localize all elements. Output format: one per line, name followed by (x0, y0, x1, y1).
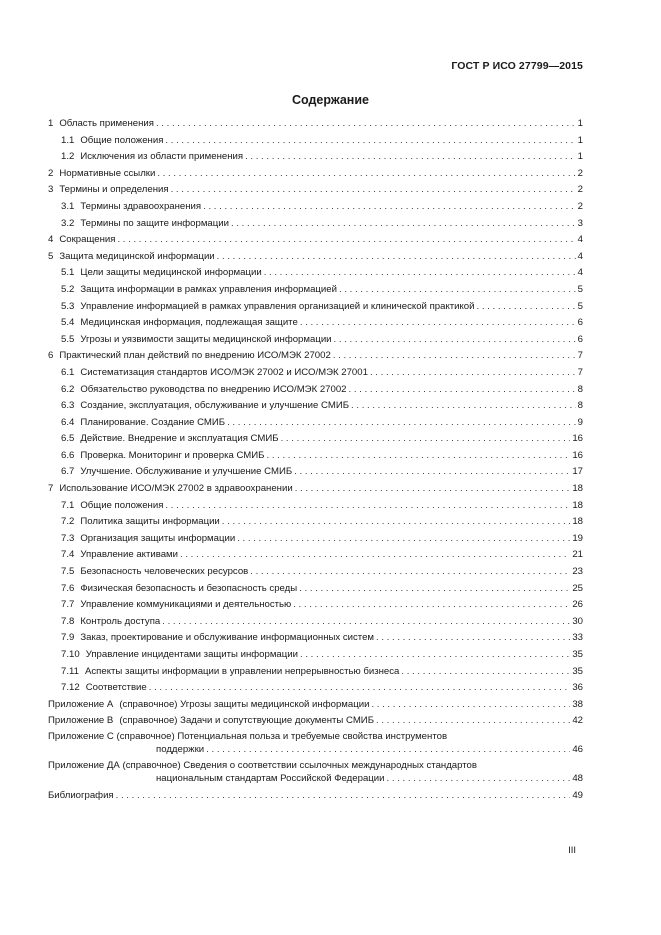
toc-entry[interactable] (48, 398, 583, 415)
toc-entry-page: 2 (577, 200, 583, 212)
toc-entry-title: Медицинская информация, подлежащая защите (80, 317, 298, 329)
dot-leader (401, 664, 570, 681)
dot-leader (116, 788, 571, 805)
toc-entry-title: Сокращения (59, 234, 116, 246)
toc-entry-page: 26 (572, 599, 583, 611)
toc-entry[interactable] (48, 664, 583, 681)
toc-entry-page: 5 (577, 283, 583, 295)
toc-entry-title: Управление активами (80, 549, 179, 561)
toc-entry-title: Управление коммуникациями и деятельностью (80, 599, 292, 611)
dot-leader (217, 249, 576, 266)
toc-entry-number: 7.1 (61, 499, 75, 511)
toc-entry-title: Угрозы и уязвимости защиты медицинской информации (80, 333, 332, 345)
dot-leader (165, 498, 570, 515)
toc-entry-title: Аспекты защиты информации в управлении непрерывностью бизнеса (84, 665, 400, 677)
dot-leader (165, 133, 575, 150)
toc-entry-number: 1.2 (61, 151, 75, 163)
dot-leader (299, 581, 570, 598)
toc-entry-number: Приложение С (48, 730, 114, 742)
toc-entry[interactable] (48, 630, 583, 647)
toc-entry-number: 6.3 (61, 400, 75, 412)
toc-entry[interactable] (48, 481, 583, 498)
toc-entry-page: 2 (577, 184, 583, 196)
toc-entry-page: 6 (577, 333, 583, 345)
toc-entry-number: 1 (48, 118, 54, 129)
dot-leader (206, 743, 570, 756)
toc-entry-number: 6.2 (61, 383, 75, 395)
toc-entry-page: 1 (577, 134, 583, 146)
toc-entry-title: Обязательство руководства по внедрению ИСО/МЭК 27002 (80, 383, 347, 395)
toc-entry[interactable] (48, 464, 583, 481)
toc-entry-page: 42 (572, 715, 583, 727)
toc-entry-page: 25 (572, 582, 583, 594)
toc-entry[interactable] (48, 348, 583, 365)
toc-entry-title: Библиография (48, 789, 114, 801)
toc-entry-number: 7.11 (61, 665, 79, 677)
toc-entry-title: Проверка. Мониторинг и проверка СМИБ (80, 449, 265, 461)
dot-leader (376, 713, 570, 730)
standard-designation: ГОСТ Р ИСО 27799—2015 (451, 60, 583, 72)
dot-leader (245, 149, 576, 166)
toc-entry-number: 5.5 (61, 333, 75, 345)
toc-entry-page: 6 (577, 317, 583, 329)
toc-entry-title: Действие. Внедрение и эксплуатация СМИБ (80, 433, 279, 445)
toc-entry[interactable] (48, 265, 583, 282)
toc-entry[interactable] (48, 531, 583, 548)
toc-entry-number: 7.6 (61, 582, 75, 594)
toc-entry-title: (справочное) Задачи и сопутствующие документы СМИБ (119, 715, 374, 727)
dot-leader (162, 614, 570, 631)
toc-entry-title: Исключения из области применения (80, 151, 244, 163)
dot-leader (264, 265, 576, 282)
toc-entry[interactable] (48, 547, 583, 564)
toc-entry-title: Физическая безопасность и безопасность среды (80, 582, 298, 594)
toc-entry-number: 6 (48, 350, 54, 362)
toc-entry[interactable] (48, 232, 583, 249)
page-number: III (568, 845, 576, 856)
toc-entry-number: 7.4 (61, 549, 75, 561)
toc-entry[interactable] (48, 581, 583, 598)
dot-leader (351, 398, 576, 415)
toc-entry-page: 8 (577, 383, 583, 395)
toc-entry[interactable] (48, 614, 583, 631)
toc-entry-page: 46 (572, 743, 583, 755)
toc-entry[interactable] (48, 647, 583, 664)
toc-entry-number: 5.1 (61, 267, 75, 279)
toc-entry[interactable] (48, 299, 583, 316)
toc-entry-page: 1 (577, 151, 583, 163)
toc-entry[interactable] (48, 597, 583, 614)
toc-entry[interactable] (48, 382, 583, 399)
toc-entry-title: Систематизация стандартов ИСО/МЭК 27002 и ИСО/МЭК 27001 (80, 366, 368, 378)
dot-leader (294, 464, 570, 481)
toc-entry-title: Область применения (59, 118, 154, 129)
toc-entry[interactable] (48, 564, 583, 581)
toc-entry-page: 49 (572, 789, 583, 801)
toc-entry-number: 7.9 (61, 632, 75, 644)
toc-entry-page: 1 (577, 118, 583, 129)
toc-entry-page: 38 (572, 698, 583, 710)
toc-entry-number: 3.1 (61, 200, 75, 212)
dot-leader (281, 431, 571, 448)
toc-entry-page: 7 (577, 350, 583, 362)
toc-entry[interactable] (48, 680, 583, 697)
toc-entry-page: 4 (577, 267, 583, 279)
dot-leader (339, 282, 576, 299)
toc-entry-page: 36 (572, 682, 583, 694)
toc-entry-number: 7.12 (61, 682, 80, 694)
toc-entry-number: 6.6 (61, 449, 75, 461)
toc-entry-page: 4 (577, 234, 583, 246)
toc-entry-number: 6.4 (61, 416, 75, 428)
toc-entry-page: 48 (572, 772, 583, 784)
toc-entry-title: Заказ, проектирование и обслуживание информационных систем (80, 632, 375, 644)
toc-entry-page: 4 (577, 250, 583, 262)
toc-entry-page: 18 (572, 483, 583, 495)
toc-entry-number: 7.2 (61, 516, 75, 528)
toc-entry-page: 19 (572, 532, 583, 544)
dot-leader (156, 116, 576, 133)
toc-entry-title: (справочное) Сведения о соответствии ссылочных международных стандартов (122, 759, 477, 771)
toc-entry[interactable] (48, 415, 583, 432)
dot-leader (349, 382, 576, 399)
toc-entry-number: 5.4 (61, 317, 75, 329)
dot-leader (300, 315, 576, 332)
toc-entry[interactable] (48, 713, 583, 730)
toc-entry[interactable] (48, 315, 583, 332)
toc-entry-number: 6.1 (61, 366, 75, 378)
dot-leader (334, 332, 576, 349)
toc-entry-title: Термины здравоохранения (80, 200, 202, 212)
toc-entry-number: 5 (48, 250, 54, 262)
toc-entry-title-continued: поддержки (156, 743, 205, 755)
dot-leader (157, 166, 575, 183)
toc-entry[interactable] (48, 149, 583, 166)
dot-leader (293, 597, 570, 614)
dot-leader (477, 299, 576, 316)
dot-leader (376, 630, 570, 647)
toc-entry-number: Приложение В (48, 715, 114, 727)
toc-entry-title: (справочное) Угрозы защиты медицинской информации (119, 698, 370, 710)
toc-entry[interactable] (48, 514, 583, 531)
toc-entry-title: Общие положения (80, 499, 164, 511)
toc-entry[interactable] (48, 431, 583, 448)
dot-leader (222, 514, 571, 531)
toc-entry-title: Контроль доступа (80, 615, 161, 627)
toc-entry-page: 16 (572, 433, 583, 445)
toc-entry-number: 7.5 (61, 566, 75, 578)
toc-entry-page: 9 (577, 416, 583, 428)
dot-leader (227, 415, 576, 432)
toc-entry[interactable] (48, 216, 583, 233)
dot-leader (231, 216, 576, 233)
toc-entry[interactable] (48, 166, 583, 183)
toc-entry-number: 6.7 (61, 466, 75, 478)
toc-entry-page: 8 (577, 400, 583, 412)
toc-entry-number: 3 (48, 184, 54, 196)
toc-entry-page: 35 (572, 649, 583, 660)
toc-entry-number: Приложение ДА (48, 759, 120, 771)
dot-leader (237, 531, 570, 548)
toc-entry-page: 18 (572, 499, 583, 511)
toc-entry[interactable] (48, 730, 583, 756)
dot-leader (266, 448, 570, 465)
toc-entry[interactable] (48, 182, 583, 199)
toc-entry-title: (справочное) Потенциальная польза и требуемые свойства инструментов (116, 730, 448, 742)
toc-entry[interactable] (48, 788, 583, 805)
dot-leader (180, 547, 570, 564)
dot-leader (149, 680, 571, 697)
toc-entry-number: 2 (48, 167, 54, 179)
toc-entry-title: Защита информации в рамках управления информацией (80, 283, 337, 295)
dot-leader (387, 772, 571, 785)
dot-leader (300, 647, 570, 664)
toc-entry[interactable] (48, 282, 583, 299)
toc-entry[interactable] (48, 332, 583, 349)
toc-entry-title: Практический план действий по внедрению ИСО/МЭК 27002 (59, 350, 331, 362)
table-of-contents (48, 116, 583, 805)
toc-entry-title: Термины и определения (59, 184, 169, 196)
toc-entry-number: 4 (48, 234, 54, 246)
toc-entry-page: 23 (572, 566, 583, 578)
toc-entry-title: Соответствие (85, 682, 147, 694)
dot-leader (250, 564, 570, 581)
toc-entry[interactable] (48, 498, 583, 515)
toc-entry-title: Планирование. Создание СМИБ (80, 416, 226, 428)
toc-entry[interactable] (48, 249, 583, 266)
toc-entry-number: 7.10 (61, 649, 80, 660)
toc-entry-title: Использование ИСО/МЭК 27002 в здравоохранении (59, 483, 293, 495)
toc-entry[interactable] (48, 199, 583, 216)
toc-entry-title: Управление инцидентами защиты информации (85, 649, 298, 660)
dot-leader (370, 365, 576, 382)
toc-entry-number: 7.7 (61, 599, 75, 611)
toc-entry-title-continued: национальным стандартам Российской Федерации (156, 772, 385, 784)
toc-entry-title: Улучшение. Обслуживание и улучшение СМИБ (80, 466, 293, 478)
toc-entry-number: 6.5 (61, 433, 75, 445)
toc-entry[interactable] (48, 116, 583, 133)
toc-entry-number: 3.2 (61, 217, 75, 229)
toc-entry-page: 30 (572, 615, 583, 627)
toc-entry-title: Термины по защите информации (80, 217, 229, 229)
toc-entry-number: 5.3 (61, 300, 75, 312)
toc-entry-page: 21 (572, 549, 583, 561)
toc-entry[interactable] (48, 759, 583, 785)
toc-entry-title: Безопасность человеческих ресурсов (80, 566, 249, 578)
toc-entry-page: 7 (577, 366, 583, 378)
toc-entry[interactable] (48, 133, 583, 150)
toc-entry-title: Управление информацией в рамках управления организацией и клинической практикой (80, 300, 475, 312)
dot-leader (171, 182, 576, 199)
toc-entry-title: Организация защиты информации (80, 532, 236, 544)
toc-entry-title: Защита медицинской информации (59, 250, 215, 262)
toc-entry-page: 17 (572, 466, 583, 478)
toc-entry-page: 33 (572, 632, 583, 644)
toc-entry-page: 3 (577, 217, 583, 229)
toc-entry-title: Политика защиты информации (80, 516, 220, 528)
toc-entry-title: Нормативные ссылки (59, 167, 156, 179)
toc-entry-number: 7 (48, 483, 54, 495)
toc-entry-number: 7.8 (61, 615, 75, 627)
dot-leader (371, 697, 570, 714)
toc-entry-page: 16 (572, 449, 583, 461)
toc-entry-number: 1.1 (61, 134, 75, 146)
toc-entry-number: 7.3 (61, 532, 75, 544)
toc-entry[interactable] (48, 448, 583, 465)
toc-entry-page: 18 (572, 516, 583, 528)
toc-entry[interactable] (48, 697, 583, 714)
toc-entry-page: 2 (577, 167, 583, 179)
dot-leader (203, 199, 576, 216)
toc-entry-number: 5.2 (61, 283, 75, 295)
toc-entry-page: 5 (577, 300, 583, 312)
dot-leader (117, 232, 575, 249)
dot-leader (333, 348, 576, 365)
toc-entry-page: 35 (572, 665, 583, 677)
toc-entry-title: Цели защиты медицинской информации (80, 267, 262, 279)
toc-entry-number: Приложение А (48, 698, 114, 710)
toc-entry[interactable] (48, 365, 583, 382)
toc-entry-title: Создание, эксплуатация, обслуживание и улучшение СМИБ (80, 400, 350, 412)
dot-leader (295, 481, 571, 498)
toc-entry-title: Общие положения (80, 134, 164, 146)
toc-heading: Содержание (291, 93, 369, 107)
